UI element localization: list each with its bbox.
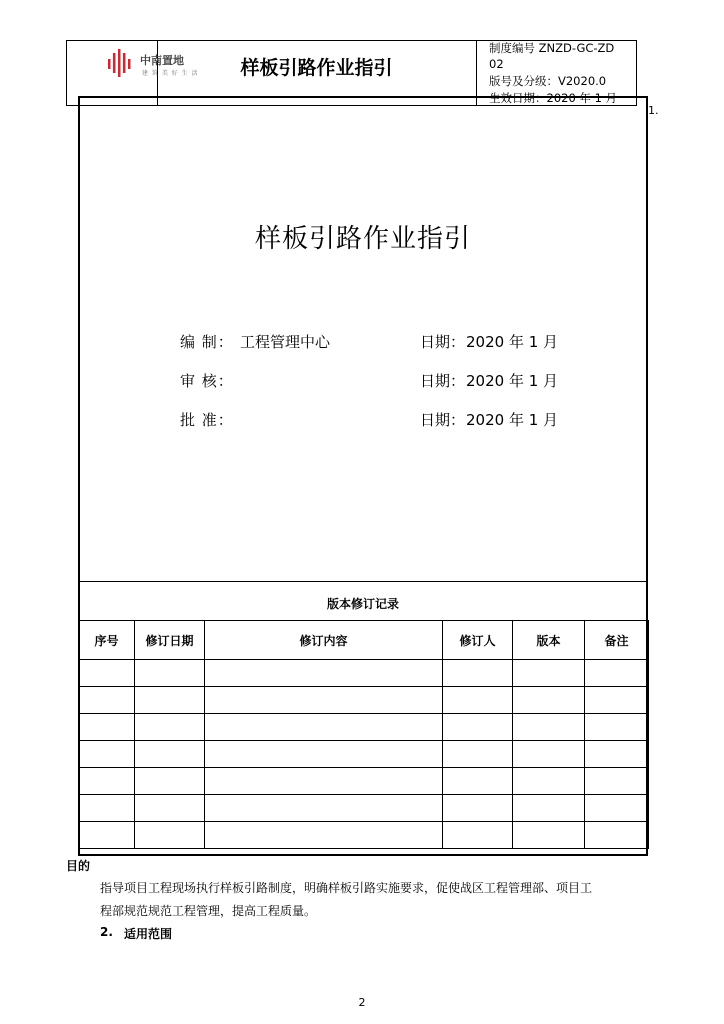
table-row — [79, 822, 649, 849]
document-title: 样板引路作业指引 — [254, 224, 471, 254]
table-row — [79, 660, 649, 687]
signoff-date-label: 日期： — [420, 411, 466, 429]
stray-number: 1. — [648, 104, 659, 117]
scope-number: 2. — [100, 925, 113, 939]
signoff-label-reviewed: 审 核： — [180, 372, 234, 390]
table-row — [79, 795, 649, 822]
revision-record-title: 版本修订记录 — [326, 597, 399, 611]
signoff-date-label: 日期： — [420, 333, 466, 351]
signoff-label-approved: 批 准： — [180, 411, 234, 429]
logo-tagline: 建 筑 美 好 生 活 — [142, 70, 199, 77]
scope-heading: 适用范围 — [124, 927, 173, 941]
col-header-date: 修订日期 — [135, 621, 205, 660]
signoff-date-label: 日期： — [420, 372, 466, 390]
col-header-version: 版本 — [513, 621, 585, 660]
version-level: 版号及分级：V2020.0 — [489, 74, 607, 88]
signoff-label-prepared: 编 制： — [180, 333, 234, 351]
table-row — [79, 714, 649, 741]
col-header-no: 序号 — [79, 621, 135, 660]
header-title: 样板引路作业指引 — [240, 57, 393, 79]
table-row — [79, 741, 649, 768]
signoff-date: 2020 年 1 月 — [466, 411, 559, 429]
logo-name: 中南置地 — [140, 54, 184, 67]
purpose-text-line2: 程部规范规范工程管理，提高工程质量。 — [100, 904, 317, 918]
signoff-date: 2020 年 1 月 — [466, 333, 559, 351]
doc-code-suffix: 02 — [489, 57, 504, 71]
table-header-row — [79, 621, 649, 660]
col-header-reviser: 修订人 — [443, 621, 513, 660]
signoff-date: 2020 年 1 月 — [466, 372, 559, 390]
signoff-value-prepared: 工程管理中心 — [240, 333, 331, 351]
table-row — [79, 687, 649, 714]
page-number: 2 — [358, 996, 366, 1009]
table-row — [79, 768, 649, 795]
revision-table — [78, 620, 649, 849]
doc-code: 制度编号 ZNZD-GC-ZD — [489, 41, 615, 55]
purpose-heading: 目的 — [66, 859, 91, 873]
frame-divider — [78, 581, 648, 582]
col-header-content: 修订内容 — [205, 621, 443, 660]
company-logo-icon — [106, 49, 136, 77]
purpose-text-line1: 指导项目工程现场执行样板引路制度，明确样板引路实施要求，促使战区工程管理部、项目工 — [100, 881, 593, 895]
effective-date: 生效日期：2020 年 1 月 — [489, 91, 618, 105]
col-header-remark: 备注 — [585, 621, 649, 660]
